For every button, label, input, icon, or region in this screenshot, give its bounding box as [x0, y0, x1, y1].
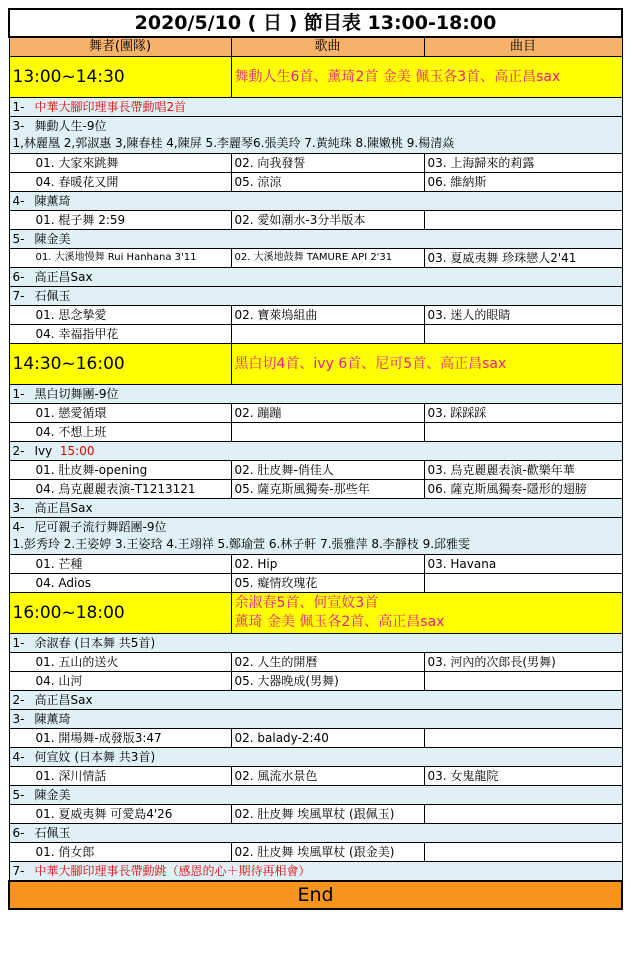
song-row: 01. 開場舞-成發版3:47 02. balady-2:40 [9, 729, 622, 748]
song-row: 01. 芒種 02. Hip 03. Havana [9, 555, 622, 574]
slot-songs: 舞動人生6首、薰琦2首 金美 佩玉各3首、高正昌sax [231, 57, 622, 98]
song-row: 01. 思念摯愛 02. 寶萊塢組曲 03. 迷人的眼睛 [9, 306, 622, 325]
song-row: 04. 幸福指甲花 [9, 325, 622, 344]
program-table [8, 8, 623, 910]
group-row: 2- Ivy 15:00 [9, 442, 622, 461]
song-row: 01. 五山的送火 02. 人生的開曆 03. 河內的次郎長(男舞) [9, 653, 622, 672]
song-row: 01. 大溪地慢舞 Rui Hanhana 3'11 02. 大溪地鼓舞 TAMURE API 2'31 03. 夏威夷舞 珍珠戀人2'41 [9, 249, 622, 268]
group-row: 6- 石佩玉 [9, 824, 622, 843]
header-song: 歌曲 [231, 37, 424, 57]
group-row: 1- 中華大腳印理事長帶動唱2首 [9, 98, 622, 117]
slot-songs: 黑白切4首、ivy 6首、尼可5首、高正昌sax [231, 344, 622, 385]
group-row: 2- 高正昌Sax [9, 691, 622, 710]
group-row: 3- 陳薰琦 [9, 710, 622, 729]
group-row: 4- 陳薰琦 [9, 192, 622, 211]
header-dancer: 舞者(團隊) [9, 37, 231, 57]
group-row: 5- 陳金美 [9, 786, 622, 805]
group-row: 1- 黑白切舞團-9位 [9, 385, 622, 404]
end-label: End [9, 881, 622, 909]
song-row: 01. 大家來跳舞 02. 向我發誓 03. 上海歸來的莉露 [9, 154, 622, 173]
program-sheet [8, 8, 621, 910]
group-row: 5- 陳金美 [9, 230, 622, 249]
song-row: 01. 肚皮舞-opening 02. 肚皮舞-俏佳人 03. 烏克麗麗表演-歡樂年華 [9, 461, 622, 480]
song-row: 01. 棍子舞 2:59 02. 愛如潮水-3分半版本 [9, 211, 622, 230]
slot-time: 13:00~14:30 [9, 57, 231, 98]
song-row: 04. Adios 05. 癡情玫瑰花 [9, 574, 622, 593]
slot-songs: 余淑春5首、何宣妏3首 薰琦 金美 佩玉各2首、高正昌sax [231, 593, 622, 634]
song-row: 04. 烏克麗麗表演-T1213121 05. 薩克斯風獨奏-那些年 06. 薩克斯風獨奏-隱形的翅膀 [9, 480, 622, 499]
song-row: 04. 不想上班 [9, 423, 622, 442]
header-track: 曲目 [424, 37, 622, 57]
song-row: 01. 夏威夷舞 可愛島4'26 02. 肚皮舞 埃風單杖 (跟佩玉) [9, 805, 622, 824]
song-row: 01. 俏女郎 02. 肚皮舞 埃風單杖 (跟金美) [9, 843, 622, 862]
group-row: 4- 尼可親子流行舞蹈團-9位 1.彭秀玲 2.王姿婷 3.王姿琀 4.王翊祥 5.鄭瑜萱 6.林子軒 7.張雅萍 8.李靜枝 9.邱雅雯 [9, 518, 622, 555]
song-row: 01. 深川情話 02. 風流水景色 03. 女鬼龍院 [9, 767, 622, 786]
slot-time: 16:00~18:00 [9, 593, 231, 634]
group-row: 1- 余淑春 (日本舞 共5首) [9, 634, 622, 653]
group-row: 7- 中華大腳印理事長帶動跳（感恩的心＋期待再相會） [9, 862, 622, 882]
song-row: 04. 山河 05. 大器晚成(男舞) [9, 672, 622, 691]
group-row: 4- 何宣妏 (日本舞 共3首) [9, 748, 622, 767]
group-row: 3- 高正昌Sax [9, 499, 622, 518]
page-title: 2020/5/10 ( 日 ) 節目表 13:00-18:00 [9, 9, 622, 37]
group-row: 7- 石佩玉 [9, 287, 622, 306]
song-row: 04. 春暖花又開 05. 涼涼 06. 維納斯 [9, 173, 622, 192]
song-row: 01. 戀愛循環 02. 蹦蹦 03. 踩踩踩 [9, 404, 622, 423]
group-row: 3- 舞動人生-9位 1,林麗凰 2,郭淑惠 3,陳春桂 4,陳屏 5.李麗琴6.張美玲 7.黃純珠 8.陳嫩桃 9.楊清焱 [9, 117, 622, 154]
slot-time: 14:30~16:00 [9, 344, 231, 385]
group-row: 6- 高正昌Sax [9, 268, 622, 287]
